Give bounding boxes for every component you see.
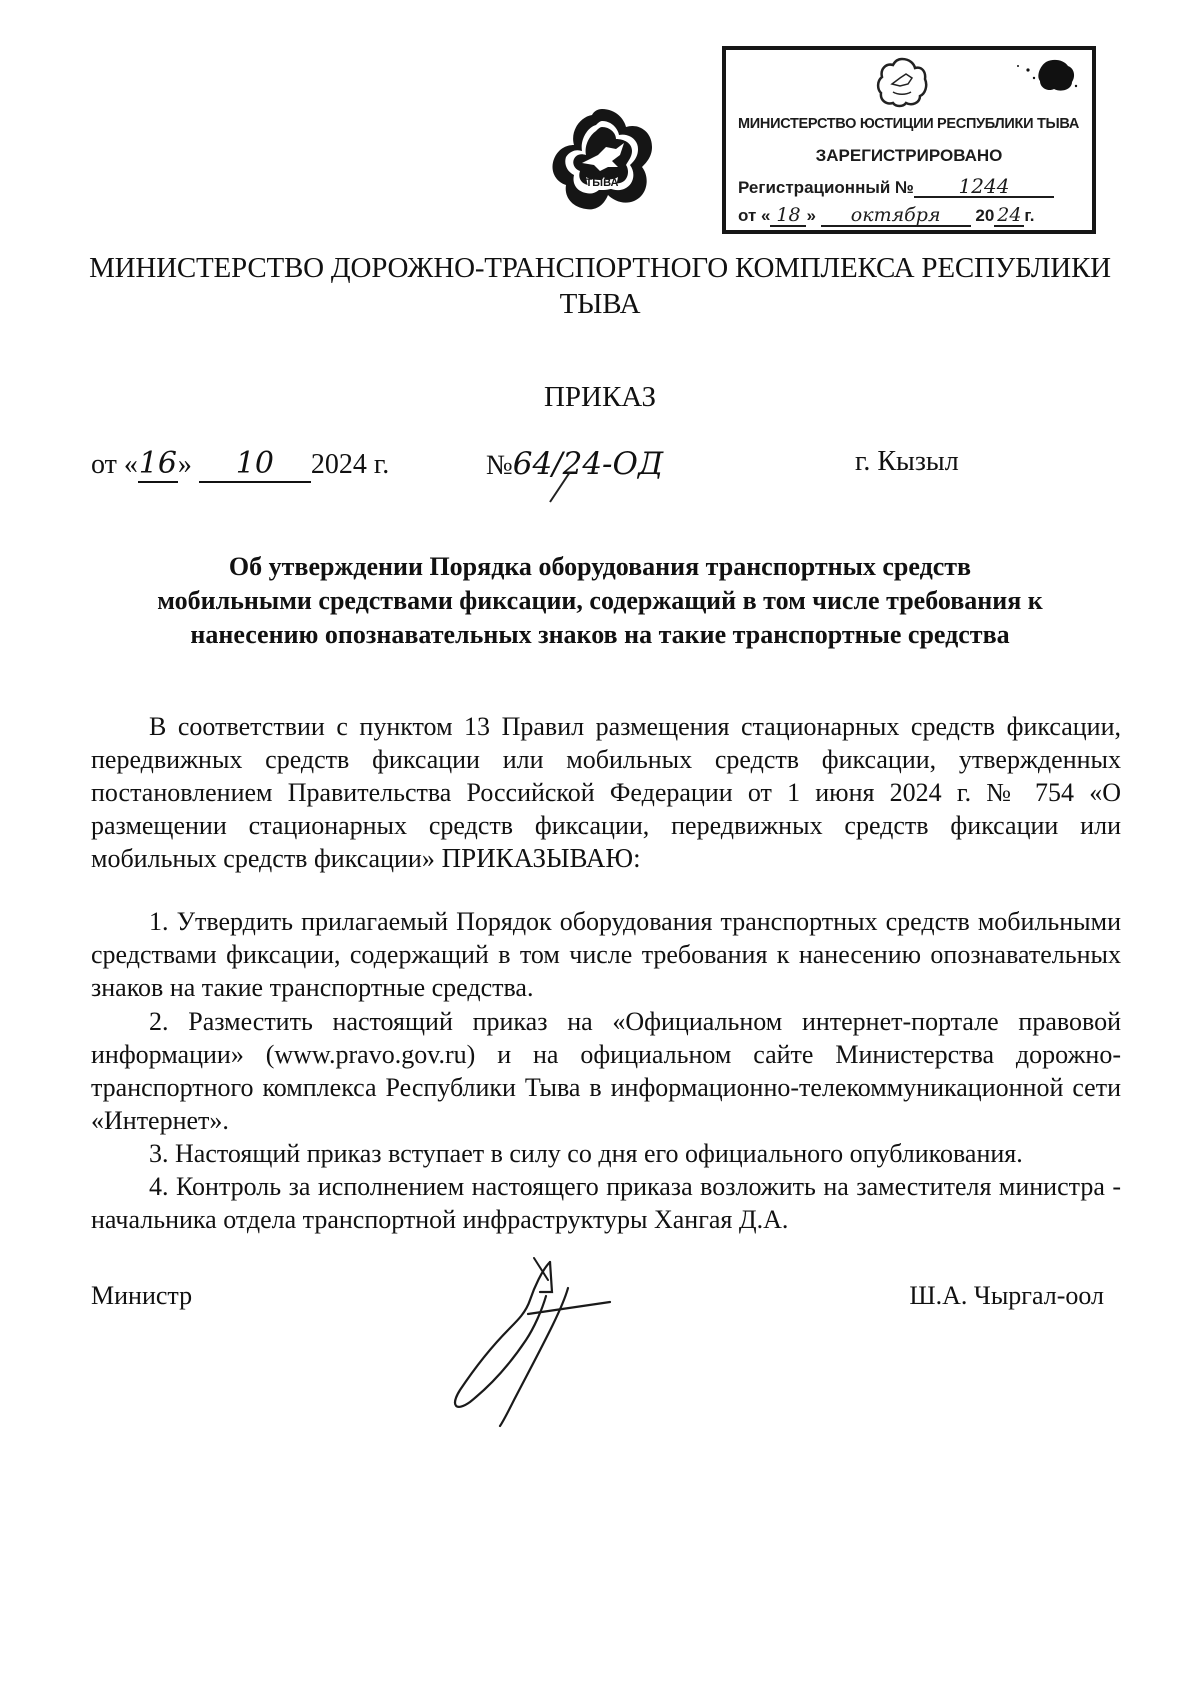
order-date bbox=[91, 446, 389, 483]
order-year: 2024 г. bbox=[310, 449, 390, 480]
stamp-date-prefix: от « bbox=[738, 206, 771, 225]
order-month: 10 bbox=[199, 446, 311, 483]
stamp-date-day: 18 bbox=[770, 206, 806, 227]
stamp-date-mid: » bbox=[806, 206, 816, 225]
order-subject bbox=[110, 550, 1090, 652]
emblem-label: ТЫВА bbox=[585, 177, 619, 189]
registration-stamp bbox=[722, 46, 1096, 234]
stamp-date-year-suffix: 24 bbox=[994, 206, 1024, 227]
stamp-reg-label: Регистрационный № bbox=[738, 178, 914, 197]
item-3: 3. Настоящий приказ вступает в силу со дня его официального опубликования. bbox=[149, 1139, 1023, 1168]
order-number-value: 64/24-ОД bbox=[512, 446, 664, 482]
tuva-emblem bbox=[546, 105, 658, 215]
ministry-title bbox=[80, 250, 1120, 322]
stamp-ink-blot bbox=[988, 56, 1080, 96]
stamp-registration-date bbox=[738, 206, 1092, 227]
preamble-order-word: ПРИКАЗЫВАЮ: bbox=[434, 843, 641, 873]
item-2: 2. Разместить настоящий приказ на «Официальном интернет-портале правовой информации» (www.pravo.gov.ru) и на официальном сайте Министерства дорожно-транспортного комплекса Республики Тыва в информационно-телекоммуникационной сети «Интернет». bbox=[91, 1007, 1121, 1135]
ministry-title-line1: МИНИСТЕРСТВО ДОРОЖНО-ТРАНСПОРТНОГО КОМПЛЕКСА РЕСПУБЛИКИ bbox=[89, 252, 1111, 284]
stamp-date-month: октября bbox=[821, 206, 971, 227]
order-number-sign: № bbox=[486, 450, 513, 481]
order-heading: ПРИКАЗ bbox=[543, 381, 657, 413]
preamble-paragraph bbox=[91, 710, 1121, 875]
order-date-prefix: от « bbox=[91, 449, 138, 480]
order-day: 16 bbox=[138, 446, 177, 481]
number-underline-stroke bbox=[540, 470, 580, 506]
ministry-title-line2: ТЫВА bbox=[559, 288, 641, 320]
signatory-name: Ш.А. Чыргал-оол bbox=[909, 1281, 1104, 1310]
stamp-ministry-text: МИНИСТЕРСТВО ЮСТИЦИИ РЕСПУБЛИКИ ТЫВА bbox=[738, 116, 1080, 132]
stamp-date-year-prefix: 20 bbox=[975, 206, 995, 225]
preamble-text: В соответствии с пунктом 13 Правил размещения стационарных средств фиксации, передвижных средств фиксации или мобильных средств фиксации, утвержденных постановлением Правительства Российской Федерации от 1 июня 2024 г. № 754 «О размещении стационарных средств фиксации, передвижных средств фиксации или мобильных средств фиксации» bbox=[91, 712, 1121, 873]
handwritten-signature bbox=[430, 1240, 630, 1440]
order-day-close: » bbox=[177, 449, 192, 480]
item-4: 4. Контроль за исполнением настоящего приказа возложить на заместителя министра - начальника отдела транспортной инфраструктуры Хангая Д.А. bbox=[91, 1172, 1121, 1234]
subject-line2: мобильными средствами фиксации, содержащий в том числе требования к bbox=[157, 586, 1043, 615]
subject-line1-part2: оборудования транспортных средств bbox=[531, 552, 972, 581]
signatory-role: Министр bbox=[91, 1281, 193, 1310]
subject-line1 bbox=[110, 550, 1090, 584]
stamp-date-year-unit: г. bbox=[1024, 206, 1035, 225]
subject-line1-part1: Об утверждении Порядка bbox=[228, 552, 532, 581]
stamp-registration-number bbox=[738, 176, 1092, 198]
stamp-registered-text: ЗАРЕГИСТРИРОВАНО bbox=[815, 146, 1003, 165]
order-city: г. Кызыл bbox=[855, 446, 959, 477]
subject-line3: нанесению опознавательных знаков на такие транспортные средства bbox=[190, 620, 1010, 649]
stamp-emblem-icon bbox=[876, 56, 928, 108]
stamp-reg-number: 1244 bbox=[914, 176, 1054, 198]
item-1: 1. Утвердить прилагаемый Порядок оборудования транспортных средств мобильными средствами фиксации, содержащий в том числе требования к нанесению опознавательных знаков на такие транспортные средства. bbox=[91, 907, 1121, 1002]
